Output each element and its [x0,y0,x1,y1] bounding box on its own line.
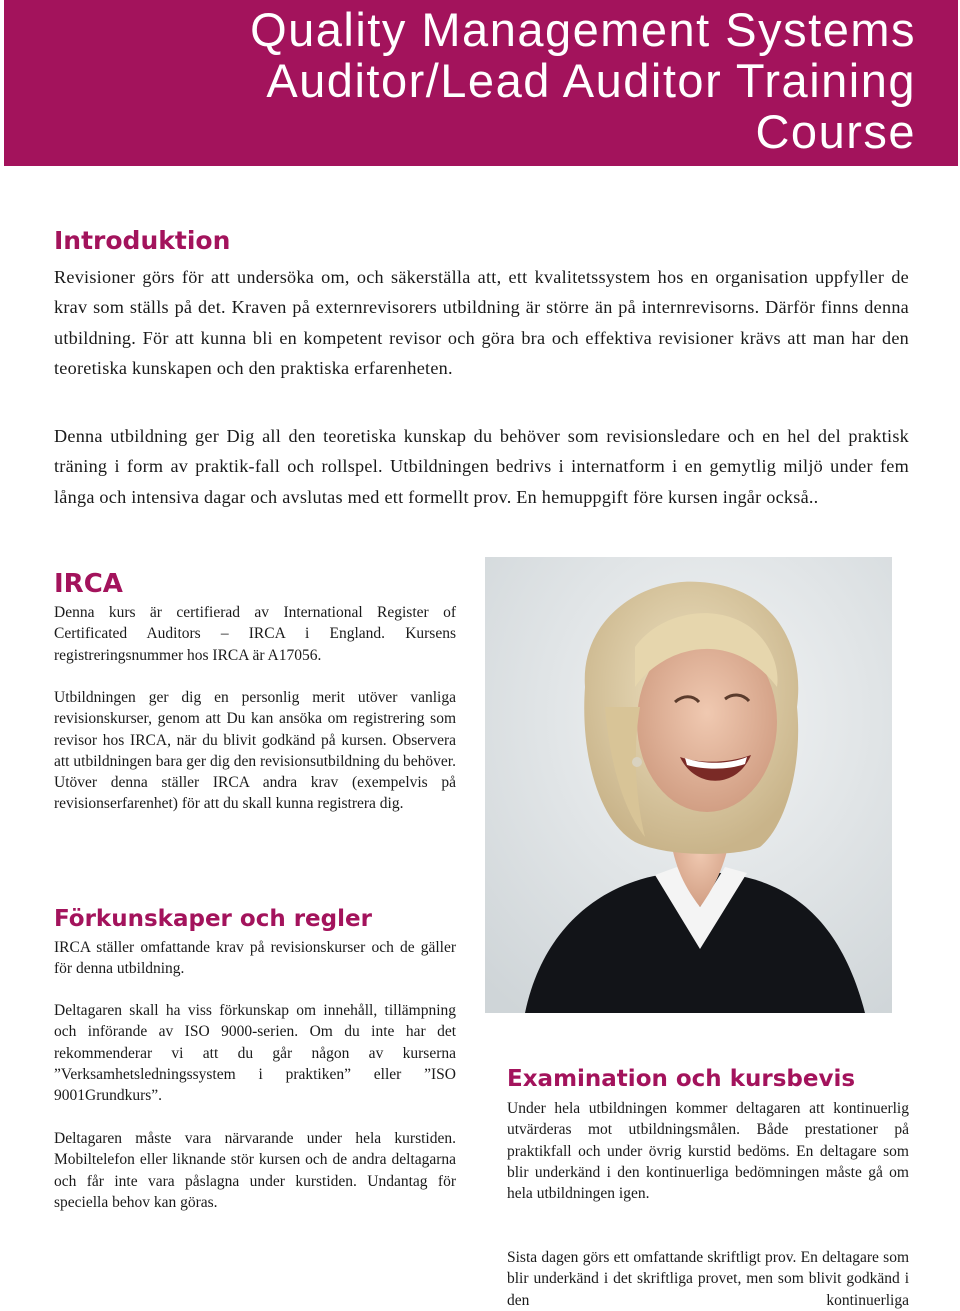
title-banner [4,0,958,166]
intro-paragraph-1: Revisioner görs för att undersöka om, och säkerställa att, ett kvalitetssystem hos en organisation uppfyller de krav som ställs på det. Kraven på externrevisorers utbildning är större än på internrevisorns. Därför finns denna utbildning. För att kunna bli en kompetent revisor och göra bra och effektiva revisioner krävs att man har den teoretiska kunskapen och den praktiska erfarenheten. [54,267,909,379]
portrait-illustration [485,557,892,1013]
forkunskaper-paragraph-1: IRCA ställer omfattande krav på revisionskurser och de gäller för denna utbildning. [54,939,456,978]
laughing-woman-photo [485,557,892,1013]
irca-heading: IRCA [54,569,123,599]
title-line-2: Auditor/Lead Auditor Training [266,54,916,107]
page-title [56,4,916,157]
intro-paragraph-2: Denna utbildning ger Dig all den teoretiska kunskap du behöver som revisionsledare och en hel del praktisk träning i form av praktik-fall och rollspel. Utbildningen bedrivs i internatform i en gemytlig miljö under fem långa och intensiva dagar och avslutas med ett formellt prov. En hemuppgift före kursen ingår också.. [54,426,909,507]
title-line-1: Quality Management Systems [250,3,916,56]
forkunskaper-paragraph-2: Deltagaren skall ha viss förkunskap om innehåll, tillämpning och införande av ISO 9000-serien. Om du inte har det rekommenderar vi att du går någon av kurserna ”Verksamhetsledningssystem i praktiken” eller ”ISO 9001Grundkurs”. [54,1002,456,1105]
irca-paragraph-2: Utbildningen ger dig en personlig merit utöver vanliga revisionskurser, genom att Du kan ansöka om registrering som revisor hos IRCA, när du blivit godkänd på kursen. Observera att utbildningen bara ger dig den revisionsutbildning du behöver. Utöver denna ställer IRCA andra krav (exempelvis på revisionserfarenhet) för att du skall kunna registrera dig. [54,689,456,813]
introduktion-heading: Introduktion [54,226,231,255]
examination-paragraph-2: Sista dagen görs ett omfattande skriftligt prov. En deltagare som blir underkänd i det skriftliga provet, men som blivit godkänd i den kontinuerliga [507,1249,909,1309]
examination-paragraph-1: Under hela utbildningen kommer deltagaren att kontinuerlig utvärderas mot utbildningsmålen. Både prestationer på praktikfall och under övrig kurstid bedöms. En deltagare som blir underkänd i den kontinuerliga bedömningen måste gå om hela utbildningen igen. [507,1100,909,1203]
forkunskaper-paragraph-3: Deltagaren måste vara närvarande under hela kurstiden. Mobiltelefon eller liknande stör kursen och de andra deltagarna och får inte vara påslagna under kurstiden. Undantag för speciella behov kan göras. [54,1130,456,1211]
examination-heading: Examination och kursbevis [507,1066,856,1092]
forkunskaper-heading: Förkunskaper och regler [54,906,372,932]
irca-paragraph-1: Denna kurs är certifierad av International Register of Certificated Auditors – IRCA i England. Kursens registreringsnummer hos IRCA är A17056. [54,604,456,664]
title-line-3: Course [755,105,916,158]
